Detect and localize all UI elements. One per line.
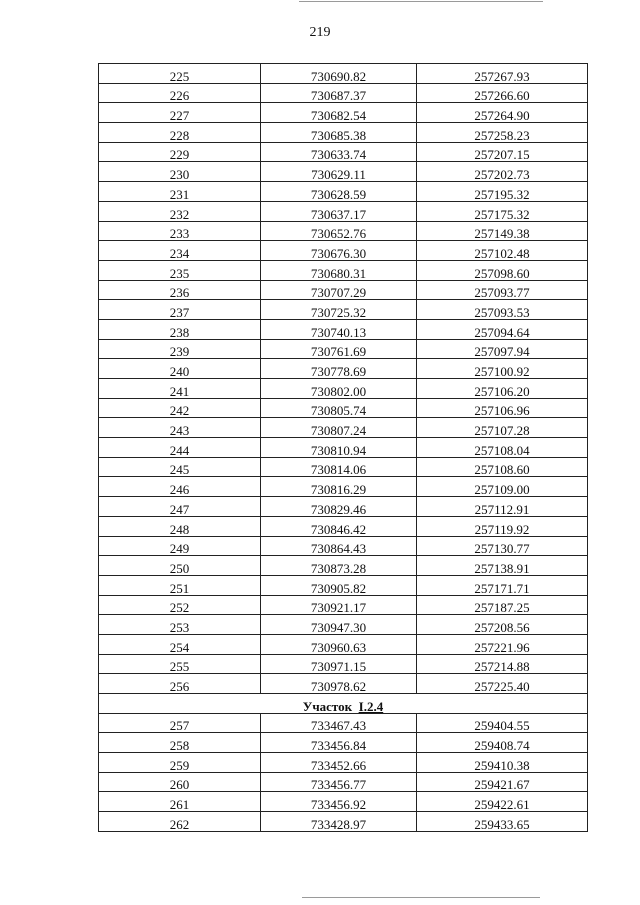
x-coordinate-cell: 730778.69	[261, 359, 417, 379]
point-number-cell: 256	[99, 674, 261, 694]
y-coordinate-cell: 257202.73	[417, 162, 588, 182]
table-row	[99, 339, 588, 359]
table-row	[99, 536, 588, 556]
table-row	[99, 123, 588, 143]
table-row	[99, 713, 588, 733]
point-number-cell: 236	[99, 280, 261, 300]
x-coordinate-cell: 730685.38	[261, 123, 417, 143]
y-coordinate-cell: 257187.25	[417, 595, 588, 615]
point-number-cell: 251	[99, 575, 261, 595]
x-coordinate-cell: 730960.63	[261, 634, 417, 654]
x-coordinate-cell: 730816.29	[261, 477, 417, 497]
y-coordinate-cell: 257208.56	[417, 615, 588, 635]
table-row	[99, 595, 588, 615]
point-number-cell: 237	[99, 300, 261, 320]
table-row	[99, 241, 588, 261]
point-number-cell: 260	[99, 772, 261, 792]
section-code: I.2.4	[358, 698, 384, 714]
y-coordinate-cell: 257109.00	[417, 477, 588, 497]
y-coordinate-cell: 257138.91	[417, 556, 588, 576]
table-row	[99, 142, 588, 162]
y-coordinate-cell: 257171.71	[417, 575, 588, 595]
coordinates-table	[98, 63, 588, 832]
point-number-cell: 228	[99, 123, 261, 143]
table-row	[99, 634, 588, 654]
y-coordinate-cell: 257112.91	[417, 497, 588, 517]
y-coordinate-cell: 259422.61	[417, 792, 588, 812]
x-coordinate-cell: 730629.11	[261, 162, 417, 182]
point-number-cell: 259	[99, 753, 261, 773]
point-number-cell: 261	[99, 792, 261, 812]
x-coordinate-cell: 730687.37	[261, 83, 417, 103]
y-coordinate-cell: 257108.60	[417, 457, 588, 477]
point-number-cell: 240	[99, 359, 261, 379]
point-number-cell: 249	[99, 536, 261, 556]
point-number-cell: 247	[99, 497, 261, 517]
point-number-cell: 243	[99, 418, 261, 438]
table-row	[99, 674, 588, 694]
table-row	[99, 221, 588, 241]
x-coordinate-cell: 733467.43	[261, 713, 417, 733]
point-number-cell: 254	[99, 634, 261, 654]
x-coordinate-cell: 730676.30	[261, 241, 417, 261]
y-coordinate-cell: 257225.40	[417, 674, 588, 694]
table-row	[99, 201, 588, 221]
table-row	[99, 457, 588, 477]
x-coordinate-cell: 730740.13	[261, 319, 417, 339]
x-coordinate-cell: 730802.00	[261, 379, 417, 399]
x-coordinate-cell: 730633.74	[261, 142, 417, 162]
table-row	[99, 753, 588, 773]
table-row	[99, 654, 588, 674]
point-number-cell: 232	[99, 201, 261, 221]
x-coordinate-cell: 730807.24	[261, 418, 417, 438]
table-row	[99, 64, 588, 84]
point-number-cell: 226	[99, 83, 261, 103]
y-coordinate-cell: 257149.38	[417, 221, 588, 241]
table-row	[99, 182, 588, 202]
x-coordinate-cell: 733456.84	[261, 733, 417, 753]
x-coordinate-cell: 730978.62	[261, 674, 417, 694]
y-coordinate-cell: 257108.04	[417, 438, 588, 458]
table-row	[99, 319, 588, 339]
table-row	[99, 280, 588, 300]
y-coordinate-cell: 259410.38	[417, 753, 588, 773]
point-number-cell: 233	[99, 221, 261, 241]
point-number-cell: 241	[99, 379, 261, 399]
point-number-cell: 245	[99, 457, 261, 477]
point-number-cell: 234	[99, 241, 261, 261]
x-coordinate-cell: 730680.31	[261, 260, 417, 280]
point-number-cell: 262	[99, 812, 261, 832]
y-coordinate-cell: 259408.74	[417, 733, 588, 753]
point-number-cell: 230	[99, 162, 261, 182]
x-coordinate-cell: 733456.77	[261, 772, 417, 792]
x-coordinate-cell: 730725.32	[261, 300, 417, 320]
table-row	[99, 418, 588, 438]
y-coordinate-cell: 257094.64	[417, 319, 588, 339]
table-row	[99, 477, 588, 497]
y-coordinate-cell: 257266.60	[417, 83, 588, 103]
point-number-cell: 255	[99, 654, 261, 674]
x-coordinate-cell: 730652.76	[261, 221, 417, 241]
y-coordinate-cell: 257119.92	[417, 516, 588, 536]
table-row	[99, 300, 588, 320]
point-number-cell: 246	[99, 477, 261, 497]
y-coordinate-cell: 259404.55	[417, 713, 588, 733]
x-coordinate-cell: 730921.17	[261, 595, 417, 615]
page-number: 219	[309, 25, 331, 40]
rows-before-section	[99, 64, 588, 694]
y-coordinate-cell: 257093.53	[417, 300, 588, 320]
y-coordinate-cell: 257100.92	[417, 359, 588, 379]
x-coordinate-cell: 733428.97	[261, 812, 417, 832]
table-row	[99, 733, 588, 753]
table-row	[99, 615, 588, 635]
point-number-cell: 242	[99, 398, 261, 418]
y-coordinate-cell: 259433.65	[417, 812, 588, 832]
point-number-cell: 238	[99, 319, 261, 339]
x-coordinate-cell: 730864.43	[261, 536, 417, 556]
table-row	[99, 772, 588, 792]
section-block	[99, 694, 588, 714]
section-header-cell	[99, 694, 588, 714]
y-coordinate-cell: 257097.94	[417, 339, 588, 359]
x-coordinate-cell: 733456.92	[261, 792, 417, 812]
table-row	[99, 792, 588, 812]
x-coordinate-cell: 730761.69	[261, 339, 417, 359]
y-coordinate-cell: 257221.96	[417, 634, 588, 654]
table-row	[99, 516, 588, 536]
rows-after-section	[99, 713, 588, 831]
x-coordinate-cell: 730846.42	[261, 516, 417, 536]
table-row	[99, 812, 588, 832]
y-coordinate-cell: 257106.20	[417, 379, 588, 399]
point-number-cell: 252	[99, 595, 261, 615]
point-number-cell: 231	[99, 182, 261, 202]
x-coordinate-cell: 730810.94	[261, 438, 417, 458]
point-number-cell: 225	[99, 64, 261, 84]
x-coordinate-cell: 730947.30	[261, 615, 417, 635]
y-coordinate-cell: 257106.96	[417, 398, 588, 418]
point-number-cell: 253	[99, 615, 261, 635]
y-coordinate-cell: 257267.93	[417, 64, 588, 84]
y-coordinate-cell: 257130.77	[417, 536, 588, 556]
x-coordinate-cell: 730628.59	[261, 182, 417, 202]
section-label: Участок	[302, 698, 353, 714]
table-row	[99, 556, 588, 576]
table-row	[99, 438, 588, 458]
section-header-row	[99, 694, 588, 714]
point-number-cell: 257	[99, 713, 261, 733]
x-coordinate-cell: 730637.17	[261, 201, 417, 221]
point-number-cell: 244	[99, 438, 261, 458]
table-row	[99, 497, 588, 517]
top-rule	[299, 1, 543, 2]
point-number-cell: 258	[99, 733, 261, 753]
point-number-cell: 229	[99, 142, 261, 162]
y-coordinate-cell: 259421.67	[417, 772, 588, 792]
table-row	[99, 359, 588, 379]
x-coordinate-cell: 730829.46	[261, 497, 417, 517]
y-coordinate-cell: 257214.88	[417, 654, 588, 674]
table-row	[99, 83, 588, 103]
x-coordinate-cell: 730707.29	[261, 280, 417, 300]
y-coordinate-cell: 257207.15	[417, 142, 588, 162]
x-coordinate-cell: 730971.15	[261, 654, 417, 674]
x-coordinate-cell: 730873.28	[261, 556, 417, 576]
y-coordinate-cell: 257195.32	[417, 182, 588, 202]
point-number-cell: 235	[99, 260, 261, 280]
x-coordinate-cell: 730682.54	[261, 103, 417, 123]
bottom-rule	[302, 897, 540, 898]
x-coordinate-cell: 730905.82	[261, 575, 417, 595]
table-row	[99, 575, 588, 595]
table-row	[99, 379, 588, 399]
y-coordinate-cell: 257107.28	[417, 418, 588, 438]
y-coordinate-cell: 257258.23	[417, 123, 588, 143]
point-number-cell: 239	[99, 339, 261, 359]
point-number-cell: 227	[99, 103, 261, 123]
table-row	[99, 260, 588, 280]
y-coordinate-cell: 257093.77	[417, 280, 588, 300]
y-coordinate-cell: 257175.32	[417, 201, 588, 221]
x-coordinate-cell: 730805.74	[261, 398, 417, 418]
y-coordinate-cell: 257102.48	[417, 241, 588, 261]
point-number-cell: 250	[99, 556, 261, 576]
table-row	[99, 398, 588, 418]
x-coordinate-cell: 733452.66	[261, 753, 417, 773]
table-row	[99, 103, 588, 123]
y-coordinate-cell: 257264.90	[417, 103, 588, 123]
y-coordinate-cell: 257098.60	[417, 260, 588, 280]
point-number-cell: 248	[99, 516, 261, 536]
x-coordinate-cell: 730690.82	[261, 64, 417, 84]
table-row	[99, 162, 588, 182]
x-coordinate-cell: 730814.06	[261, 457, 417, 477]
